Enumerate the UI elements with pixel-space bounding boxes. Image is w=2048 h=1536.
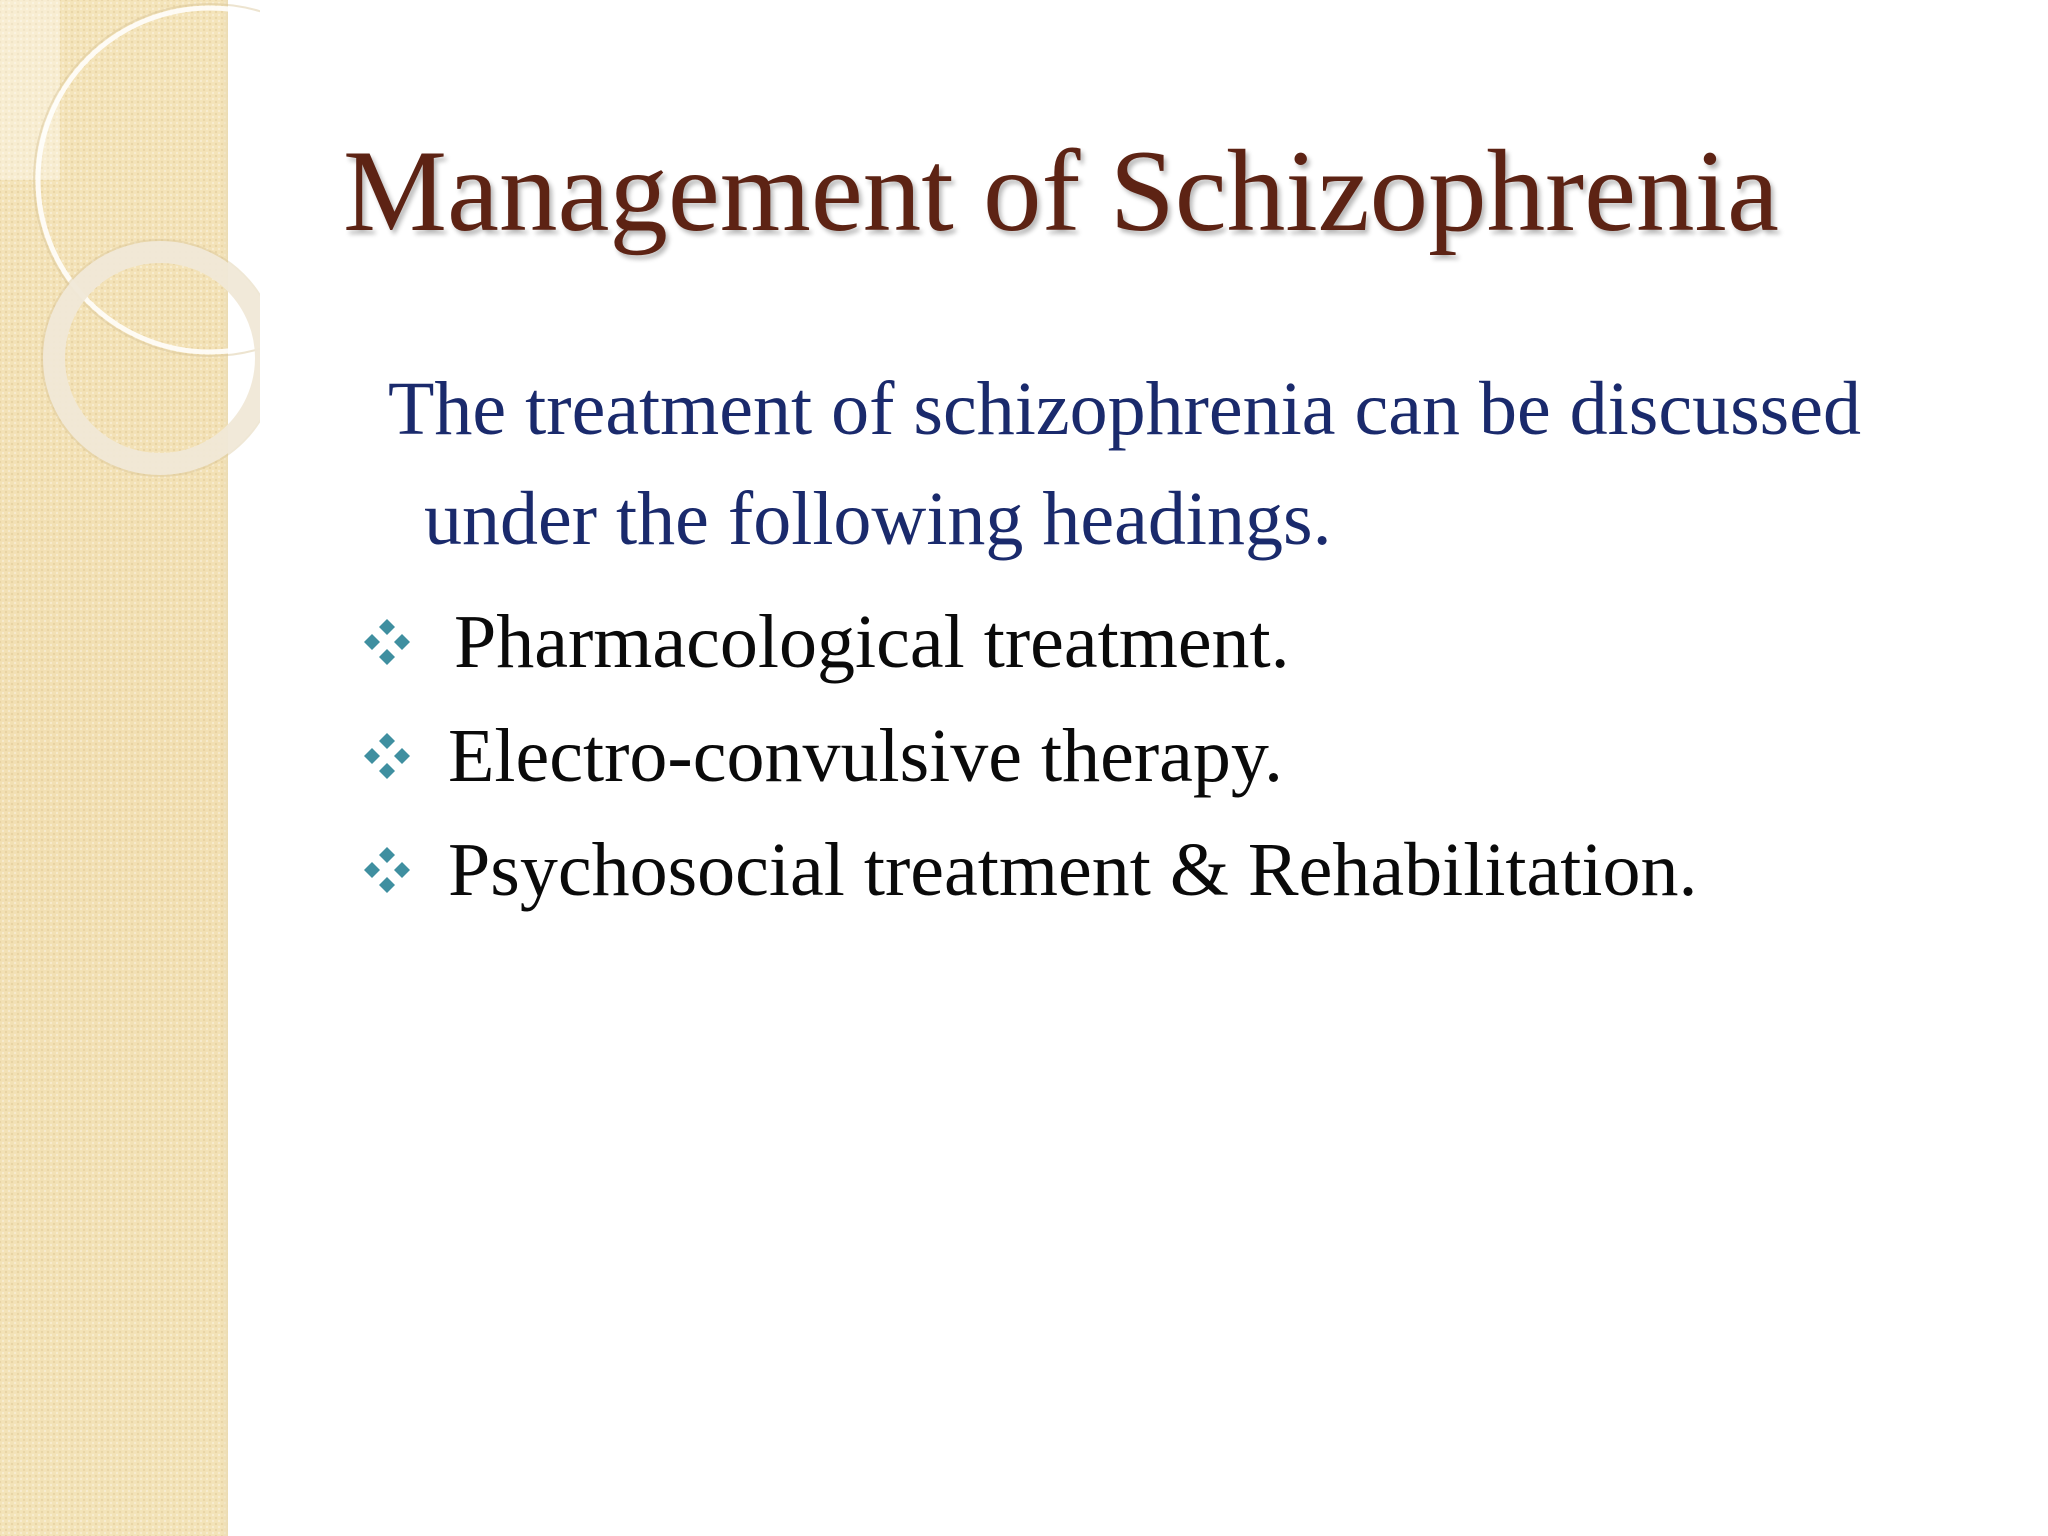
slide-title: Management of Schizophrenia (343, 127, 1779, 256)
bullet-label: Pharmacological treatment. (454, 599, 1290, 684)
bullet-label: Psychosocial treatment & Rehabilitation. (448, 827, 1698, 912)
decorative-rings-icon (0, 0, 260, 520)
bullet-list (360, 585, 1698, 927)
bullet-label: Electro-convulsive therapy. (448, 713, 1283, 798)
four-diamond-bullet-icon (360, 729, 414, 783)
list-item (360, 699, 1698, 813)
four-diamond-bullet-icon (360, 615, 414, 669)
list-item (360, 813, 1698, 927)
intro-line-2: under the following headings. (424, 477, 1332, 561)
intro-line-1: The treatment of schizophrenia can be discussed (388, 367, 1861, 451)
four-diamond-bullet-icon (360, 843, 414, 897)
intro-paragraph (388, 354, 1988, 574)
list-item (360, 585, 1698, 699)
